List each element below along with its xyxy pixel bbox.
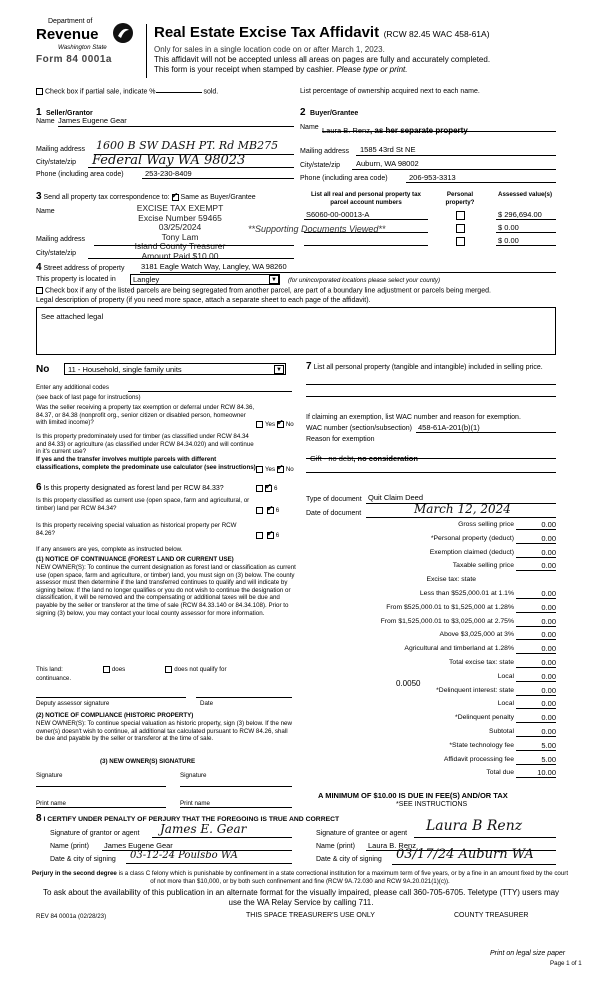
land-use-select[interactable] — [64, 363, 286, 375]
s5-q1-no: No — [285, 421, 294, 429]
seller-mail-label: Mailing address — [36, 146, 86, 153]
buyer-phone-label: Phone (including area code) — [300, 175, 388, 182]
does-not-checkbox[interactable] — [165, 666, 172, 673]
corr-name-label: Name — [36, 208, 55, 215]
s6-q1-no: 6 — [274, 485, 278, 493]
seller-city-field[interactable]: Federal Way WA 98023 — [92, 153, 246, 168]
tax-row-amount[interactable]: 0.00 — [541, 520, 556, 529]
parcel-number-field[interactable]: S6060-00-00013-A — [306, 210, 370, 219]
grantor-signature[interactable]: James E. Gear — [160, 822, 247, 836]
s5-no: No — [36, 364, 50, 375]
reason-field[interactable] — [310, 448, 418, 466]
same-as-buyer-checkbox[interactable] — [172, 194, 179, 201]
personal-property-checkbox[interactable] — [456, 237, 465, 246]
form-title-row — [154, 24, 490, 42]
local-rate: 0.0050 — [396, 679, 421, 688]
exempt-stamp — [100, 204, 260, 262]
s5-q2-yes: Yes — [265, 466, 276, 474]
s6-q2: Is this property classified as current use (open space, farm and agricultural, or timber) land per RCW 84.34? — [36, 497, 250, 512]
tax-row-label: *Delinquent interest: state — [436, 686, 514, 694]
tax-row-label: *State technology fee — [449, 741, 514, 749]
assessed-col-header: Assessed value(s) — [498, 191, 552, 198]
s5-q1-answers — [256, 421, 294, 429]
tax-row-label: From $1,525,000.01 to $3,025,000 at 2.75% — [380, 617, 514, 625]
sig-label-1: Signature — [36, 772, 63, 779]
wac-label: WAC number (section/subsection) — [306, 425, 412, 432]
s5-q2a: Is this property predominately used for timber (as classified under RCW 84.34 and 84.33) or agriculture (as classified under RCW 84.34.020) and will continue in it's current use? — [36, 433, 254, 456]
buyer-name-label: Name — [300, 124, 319, 131]
tax-row-amount[interactable]: 0.00 — [541, 727, 556, 736]
buyer-mail-field[interactable]: 1585 43rd St NE — [360, 145, 416, 154]
cert-text: I CERTIFY UNDER PENALTY OF PERJURY THAT THE FOREGOING IS TRUE AND CORRECT — [43, 816, 340, 823]
tax-row-label: Exemption claimed (deduct) — [429, 548, 514, 556]
tax-row-label: Less than $525,000.01 at 1.1% — [419, 590, 514, 597]
header-note-2: This affidavit will not be accepted unless all areas on pages are fully and accurately completed. — [154, 55, 491, 64]
s5-q2-no: No — [285, 466, 294, 474]
header-note-1: Only for sales in a single location code on or after March 1, 2023. — [154, 45, 385, 54]
corr-heading — [36, 193, 256, 203]
logo-state: Washington State — [58, 44, 107, 51]
stamp-line-5: Island County Treasurer — [134, 241, 226, 252]
tax-row-amount[interactable]: 0.00 — [541, 713, 556, 723]
s6-q1-row — [36, 484, 224, 494]
legal-value: See attached legal — [41, 312, 104, 321]
street-row — [36, 264, 124, 274]
tax-row-amount[interactable]: 0.00 — [541, 533, 556, 543]
tax-row-label: Affidavit processing fee — [443, 755, 514, 763]
tax-row-amount[interactable]: 0.00 — [541, 561, 556, 571]
s6-q2-answers — [256, 507, 279, 515]
grantor-date-label: Date & city of signing — [50, 856, 116, 863]
s6-q3-answers — [256, 532, 279, 540]
assessed-value-field[interactable]: $ 296,694.00 — [498, 210, 542, 219]
land-use-value: 11 - Household, single family units — [68, 365, 182, 374]
grantor-name-label: Name (print) — [50, 843, 89, 850]
seller-name-label: Name — [36, 118, 55, 125]
partial-sale-label: Check box if partial sale, indicate % — [45, 88, 156, 96]
logo-revenue: Revenue — [36, 26, 99, 43]
print-name-label-1: Print name — [36, 800, 66, 807]
personal-col-header: Personal property? — [445, 191, 475, 206]
list-percentage-note: List percentage of ownership acquired next to each name. — [300, 88, 480, 95]
location-select[interactable] — [130, 274, 280, 285]
grantor-sig-label: Signature of grantor or agent — [50, 830, 140, 837]
s5-q2-answers — [256, 466, 294, 474]
tax-row-label: Above $3,025,000 at 3% — [439, 631, 514, 639]
buyer-heading — [300, 102, 358, 120]
partial-sale-row — [36, 88, 218, 97]
reason-value: Gift - no debt — [310, 454, 354, 463]
tax-row-label: Total excise tax: state — [449, 659, 514, 666]
s5-q1-yes-checkbox[interactable] — [256, 421, 263, 428]
stamp-line-3: 03/25/2024 — [158, 222, 202, 233]
parcel-col-header: List all real and personal property tax parcel account numbers — [310, 191, 422, 206]
doc-type-field[interactable]: Quit Claim Deed — [368, 493, 424, 502]
buyer-name-value: Laura B. Renz — [322, 126, 370, 135]
perjury-notice — [30, 870, 570, 885]
rev-number: REV 84 0001a (02/28/23) — [36, 913, 107, 920]
s6-q1-no-checkbox[interactable] — [265, 485, 272, 492]
tax-row-label: From $525,000.01 to $1,525,000 at 1.28% — [386, 603, 514, 611]
tax-row-amount[interactable]: 0.00 — [541, 644, 556, 654]
segregated-row — [36, 287, 491, 296]
tax-row-amount[interactable]: 0.00 — [541, 699, 556, 709]
location-dropdown-icon[interactable]: ▼ — [269, 275, 279, 284]
seller-mail-field[interactable]: 1600 B SW DASH PT. Rd MB275 — [96, 139, 279, 152]
treasurer-use: THIS SPACE TREASURER'S USE ONLY — [246, 912, 375, 919]
tax-row-amount[interactable]: 5.00 — [541, 754, 556, 764]
perjury-text: is a class C felony which is punishable by confinement in a state correctional institution for a maximum term of five years, or by a fine in an amount fixed by the court of not more than $10,000, or by both such confinement and fine (RCW 9A.72.030 and RCW 9A.20.021(1)(c)). — [118, 870, 569, 885]
location-note: (for unincorporated locations please select your county) — [288, 277, 441, 284]
assessed-value-field[interactable]: $ 0.00 — [498, 236, 519, 245]
s6-q1: Is this property designated as forest land per RCW 84.33? — [43, 485, 224, 492]
buyer-city-label: City/state/zip — [300, 162, 341, 169]
s5-q2b: If yes and the transfer involves multiple parcels with different classifications, complete the predominate use calculator (see instructions) — [36, 456, 256, 471]
tax-row-label: *Personal property (deduct) — [430, 534, 514, 542]
grantor-date-field[interactable]: 03-12-24 Poulsbo WA — [130, 850, 238, 861]
buyer-mail-label: Mailing address — [300, 148, 350, 155]
s6-q3-no: 6 — [275, 532, 280, 540]
tax-row-label: Total due — [486, 769, 514, 777]
page-number: Page 1 of 1 — [550, 960, 582, 967]
grantee-name-field[interactable]: Laura B. Renz — [368, 841, 416, 850]
seller-city-label: City/state/zip — [36, 159, 77, 166]
tax-row-amount[interactable]: 0.00 — [541, 658, 556, 667]
corr-heading-label: Send all property tax correspondence to: — [43, 194, 170, 201]
does-checkbox[interactable] — [103, 666, 110, 673]
s6-q2-no-checkbox[interactable] — [267, 507, 274, 514]
seller-heading-no: 1 — [36, 107, 42, 118]
notice2-heading: (2) NOTICE OF COMPLIANCE (HISTORIC PROPERTY) — [36, 712, 194, 719]
form-number: Form 84 0001a — [36, 54, 112, 65]
location-label: This property is located in — [36, 276, 116, 283]
seller-name-field[interactable]: James Eugene Gear — [58, 116, 127, 125]
deputy-sig-label: Deputy assessor signature — [36, 700, 110, 707]
s7-label: List all personal property (tangible and intangible) included in selling price. — [313, 364, 543, 371]
s6-if-yes: If any answers are yes, complete as instructed below. — [36, 546, 183, 553]
grantee-sig-label: Signature of grantee or agent — [316, 830, 408, 837]
reason-suffix: , no consideration — [353, 454, 418, 463]
tax-row-amount[interactable]: 0.00 — [541, 671, 556, 681]
notice1-heading: (1) NOTICE OF CONTINUANCE (FOREST LAND OR CURRENT USE) — [36, 556, 234, 563]
tax-row-amount[interactable]: 10.00 — [537, 768, 556, 778]
header-divider — [146, 24, 147, 78]
grantee-name-label: Name (print) — [316, 843, 355, 850]
grantee-date-label: Date & city of signing — [316, 856, 382, 863]
tax-row-label: Gross selling price — [458, 521, 514, 528]
notice3-heading: (3) NEW OWNER(S) SIGNATURE — [100, 758, 196, 765]
s6-q3-yes-checkbox[interactable] — [256, 532, 263, 539]
see-back-note: (see back of last page for instructions) — [36, 394, 141, 401]
legal-label: Legal description of property (if you need more space, attach a separate sheet to each page of the affidavit). — [36, 297, 371, 304]
reason-label: Reason for exemption — [306, 436, 375, 443]
logo-dept: Department of — [48, 18, 93, 25]
exempt-label: If claiming an exemption, list WAC number and reason for exemption. — [306, 414, 521, 421]
grantee-date-field[interactable]: 03/17/24 Auburn WA — [396, 847, 534, 862]
wac-field[interactable]: 458-61A-201(b)(1) — [418, 423, 480, 432]
form-citation: (RCW 82.45 WAC 458-61A) — [383, 29, 490, 39]
sig-label-2: Signature — [180, 772, 207, 779]
accessibility-note: To ask about the availability of this publication in an alternate format for the visually impaired, please call 360-705-6705. Teletype (TTY) users may use the WA Relay Service by calling 711. — [42, 888, 560, 907]
tax-row-label: Local — [497, 672, 514, 680]
tax-row-label: Agricultural and timberland at 1.28% — [404, 645, 514, 653]
s7-no: 7 — [306, 361, 312, 372]
s6-q1-answers — [256, 485, 277, 493]
corr-mail-label: Mailing address — [36, 236, 86, 243]
s5-q1: Was the seller receiving a property tax exemption or deferral under RCW 84.36, 84.37, or 84.38 (nonprofit org., senior citizen or disabled person, homeowner with limited income)? — [36, 404, 255, 427]
continuance-label: continuance. — [36, 675, 72, 682]
legal-description-field[interactable] — [36, 307, 556, 355]
s8-no: 8 — [36, 813, 42, 824]
personal-property-checkbox[interactable] — [456, 224, 465, 233]
s5-q2-yes-checkbox[interactable] — [256, 466, 263, 473]
seller-heading-label: Seller/Grantor — [46, 110, 93, 117]
grantor-name-field[interactable]: James Eugene Gear — [104, 841, 173, 850]
print-name-label-2: Print name — [180, 800, 210, 807]
partial-sale-checkbox[interactable] — [36, 88, 43, 95]
stamp-line-4: Tony Lam — [161, 231, 199, 242]
stamp-line-1: EXCISE TAX EXEMPT — [136, 203, 224, 213]
notice1-text: NEW OWNER(S): To continue the current designation as forest land or classification as current use (open space, farm and agriculture, or timber) land, you must sign on (3) below. The county assessor must then determine if the land transferred continues to qualify and will indicate by signing below. If the land no longer qualifies or you do not wish to continue the designation or classification, it will be removed and the compensating or additional taxes will be due and payable by the seller or transferor at the time of sale (RCW 84.33.140 or 84.34.108). Prior to signing (3) below, you may contact your local county assessor for more information. — [36, 564, 296, 617]
seller-phone-field[interactable]: 253-230-8409 — [145, 169, 192, 178]
county-treasurer: COUNTY TREASURER — [454, 912, 529, 919]
doc-type-label: Type of document — [306, 496, 362, 503]
this-land-label: This land: — [36, 666, 63, 674]
see-instructions: *SEE INSTRUCTIONS — [396, 801, 468, 808]
tax-row-amount[interactable]: 0.00 — [541, 602, 556, 612]
location-value: Langley — [133, 275, 160, 284]
form-title: Real Estate Excise Tax Affidavit — [154, 24, 380, 41]
deputy-date-label: Date — [200, 700, 214, 707]
notice2-text: NEW OWNER(S): To continue special valuation as historic property, sign (3) below. If the new owner(s) doesn't wish to continue, all additional tax calculated pursuant to RCW 84.26, shall be due and payable by the seller or transferor at the time of sale. — [36, 720, 292, 743]
stamp-line-2: Excise Number 59465 — [138, 212, 222, 223]
stamp-line-6: Amount Paid $10.00 — [141, 250, 219, 261]
buyer-heading-label: Buyer/Grantee — [310, 110, 359, 117]
street-address-field[interactable]: 3181 Eagle Watch Way, Langley, WA 98260 — [141, 262, 287, 271]
personal-property-checkbox[interactable] — [456, 211, 465, 220]
tax-row-amount[interactable]: 0.00 — [541, 685, 556, 695]
buyer-city-field[interactable]: Auburn, WA 98002 — [356, 159, 419, 168]
street-label: Street address of property — [43, 265, 125, 272]
partial-sold-label: sold. — [203, 88, 219, 96]
tax-row-amount[interactable]: 5.00 — [541, 740, 556, 750]
s5-q1-yes: Yes — [265, 421, 276, 429]
does-label: does — [111, 666, 126, 674]
segregated-checkbox[interactable] — [36, 287, 43, 294]
doc-date-field[interactable]: March 12, 2024 — [414, 502, 511, 516]
header-note-3-text: This form is your receipt when stamped by cashier. — [154, 65, 335, 74]
header-note-3 — [154, 65, 407, 75]
corr-city-label: City/state/zip — [36, 250, 77, 257]
corr-heading-no: 3 — [36, 191, 42, 202]
s6-no: 6 — [36, 482, 42, 493]
logo-swoosh-icon — [112, 22, 134, 44]
s6-q3: Is this property receiving special valuation as historical property per RCW 84.26? — [36, 522, 237, 537]
tax-row-amount[interactable]: 0.00 — [541, 616, 556, 626]
tax-row-label: Excise tax: state — [426, 576, 476, 584]
dor-logo — [36, 18, 148, 80]
supporting-docs-stamp: **Supporting Documents Viewed** — [248, 224, 386, 234]
tax-row-label: Local — [497, 700, 514, 708]
this-land-row — [36, 666, 227, 674]
buyer-name-field[interactable] — [322, 120, 468, 138]
seller-phone-label: Phone (including area code) — [36, 171, 124, 178]
does-not-label: does not qualify for — [174, 666, 227, 674]
legal-paper-note: Print on legal size paper — [490, 950, 566, 957]
tax-row-label: Subtotal — [489, 728, 514, 735]
add-codes-label: Enter any additional codes — [36, 384, 109, 391]
s6-q1-yes-checkbox[interactable] — [256, 485, 263, 492]
segregated-label: Check box if any of the listed parcels are being segregated from another parcel, are part of a boundary line adjustment or parcels being merged. — [45, 287, 491, 295]
tax-row-amount[interactable]: 0.00 — [541, 547, 556, 557]
minimum-note: A MINIMUM OF $10.00 IS DUE IN FEE(S) AND/OR TAX — [318, 791, 508, 800]
buyer-phone-field[interactable]: 206-953-3313 — [409, 173, 456, 182]
grantee-signature[interactable]: Laura B Renz — [426, 818, 523, 834]
perjury-bold: Perjury in the second degree — [31, 870, 117, 877]
s7-row — [306, 363, 558, 373]
tax-row-amount[interactable]: 0.00 — [541, 630, 556, 640]
assessed-value-field[interactable]: $ 0.00 — [498, 223, 519, 232]
tax-row-label: *Delinquent penalty — [455, 714, 514, 722]
buyer-heading-no: 2 — [300, 107, 306, 118]
s5-q1-no-checkbox[interactable] — [277, 421, 284, 428]
doc-date-label: Date of document — [306, 510, 362, 517]
s6-q2-no: 6 — [275, 507, 280, 515]
s6-q2-yes-checkbox[interactable] — [256, 507, 263, 514]
land-use-dropdown-icon[interactable]: ▼ — [274, 365, 284, 374]
header-note-3-italic: Please type or print. — [336, 65, 408, 74]
tax-row-amount[interactable]: 0.00 — [541, 589, 556, 598]
s6-q3-no-checkbox[interactable] — [267, 532, 274, 539]
corr-same-label: Same as Buyer/Grantee — [180, 194, 256, 201]
s5-q2-no-checkbox[interactable] — [277, 466, 284, 473]
tax-row-label: Taxable selling price — [452, 562, 514, 570]
s4-no: 4 — [36, 262, 42, 273]
buyer-name-suffix: , as her separate property — [369, 126, 468, 135]
